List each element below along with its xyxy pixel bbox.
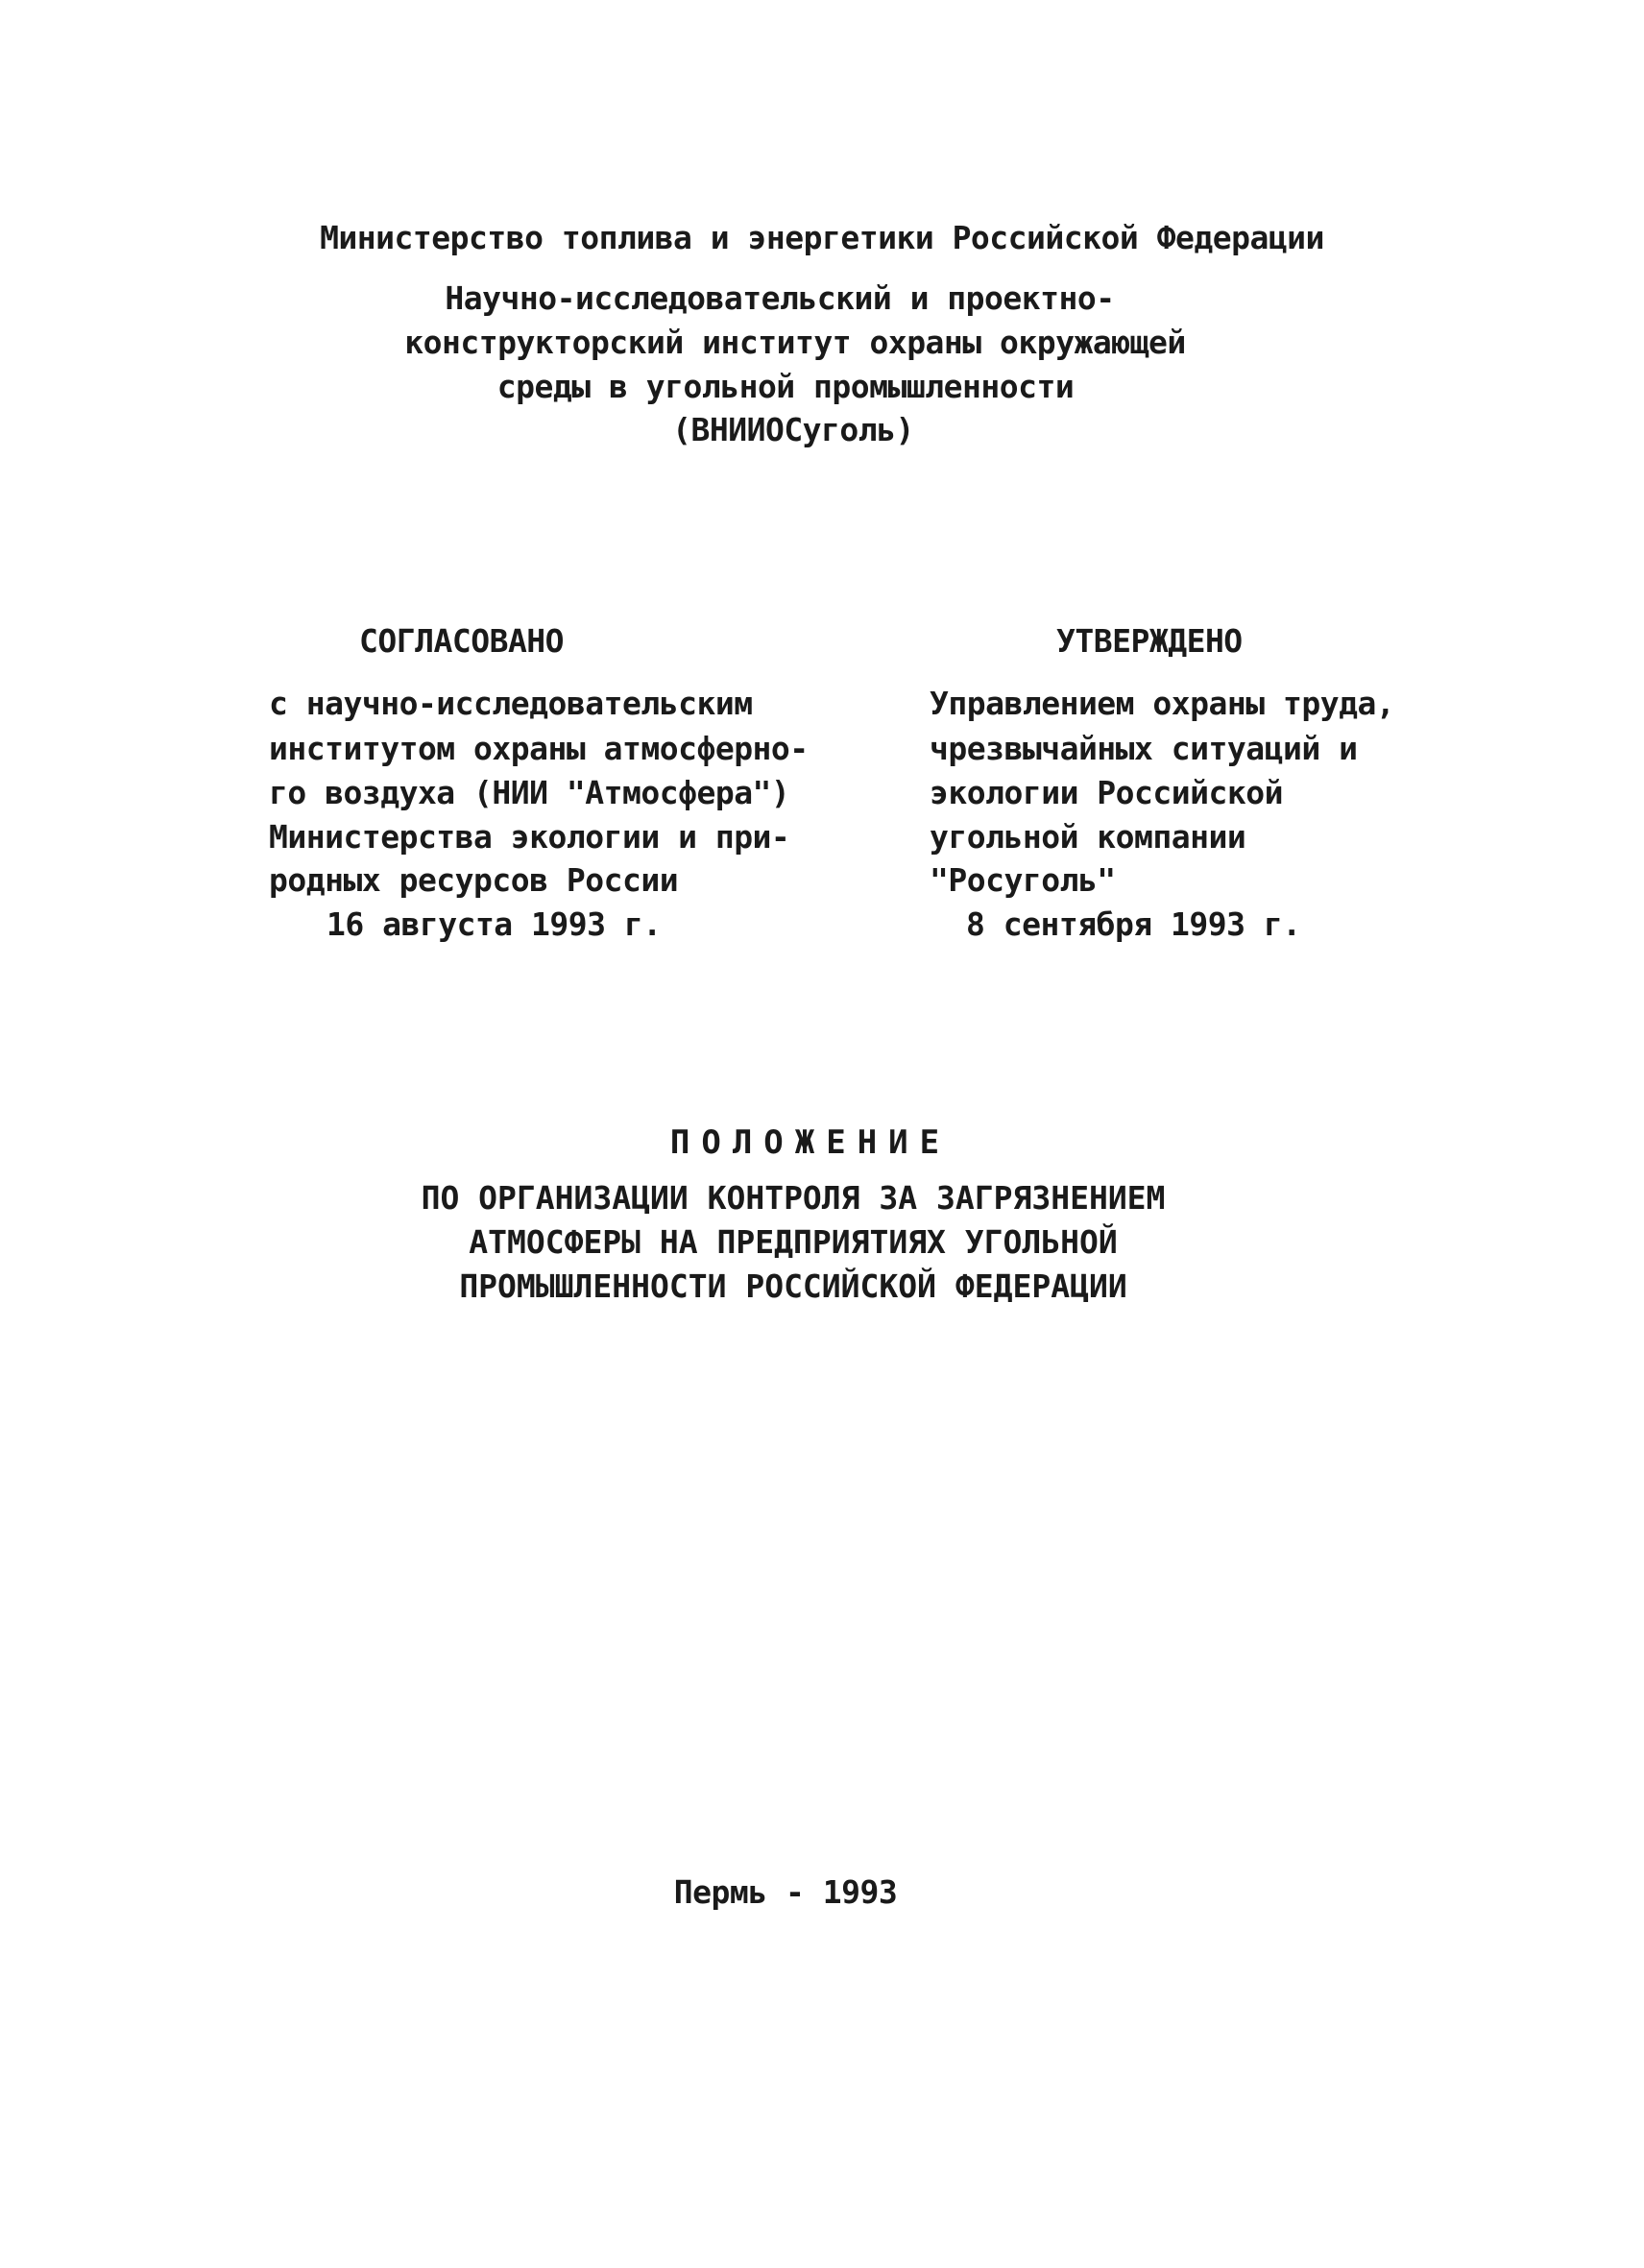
approved-line-5: "Росуголь" (930, 861, 1116, 899)
approved-date: 8 сентября 1993 г. (966, 905, 1301, 943)
approved-line-1: Управлением охраны труда, (930, 685, 1395, 722)
agreed-line-2: институтом охраны атмосферно- (269, 730, 809, 767)
approved-line-2: чрезвычайных ситуаций и (930, 730, 1358, 767)
institute-line-1: Научно-исследовательский и проектно- (445, 279, 1115, 317)
agreed-date: 16 августа 1993 г. (326, 905, 662, 943)
document-subtitle-line-2: АТМОСФЕРЫ НА ПРЕДПРИЯТИЯХ УГОЛЬНОЙ (469, 1223, 1118, 1261)
document-subtitle-line-3: ПРОМЫШЛЕННОСТИ РОССИЙСКОЙ ФЕДЕРАЦИИ (459, 1267, 1127, 1305)
place-and-year: Пермь - 1993 (673, 1873, 898, 1911)
agreed-line-4: Министерства экологии и при- (269, 818, 790, 856)
ministry-name: Министерство топлива и энергетики Российской Федерации (320, 219, 1324, 256)
agreed-line-5: родных ресурсов России (269, 861, 679, 899)
agreed-title: СОГЛАСОВАНО (359, 622, 565, 660)
approved-line-3: экологии Российской (930, 774, 1283, 811)
approved-title: УТВЕРЖДЕНО (1056, 622, 1243, 660)
institute-line-2: конструкторский институт охраны окружающей (404, 324, 1186, 361)
agreed-line-3: го воздуха (НИИ "Атмосфера") (269, 774, 790, 811)
document-subtitle-line-1: ПО ОРГАНИЗАЦИИ КОНТРОЛЯ ЗА ЗАГРЯЗНЕНИЕМ (421, 1179, 1166, 1217)
document-title: ПОЛОЖЕНИЕ (669, 1123, 952, 1162)
agreed-line-1: с научно-исследовательским (269, 685, 753, 722)
approved-line-4: угольной компании (930, 818, 1246, 856)
institute-line-3: среды в угольной промышленности (496, 368, 1075, 405)
institute-line-4: (ВНИИОСуголь) (672, 411, 914, 448)
